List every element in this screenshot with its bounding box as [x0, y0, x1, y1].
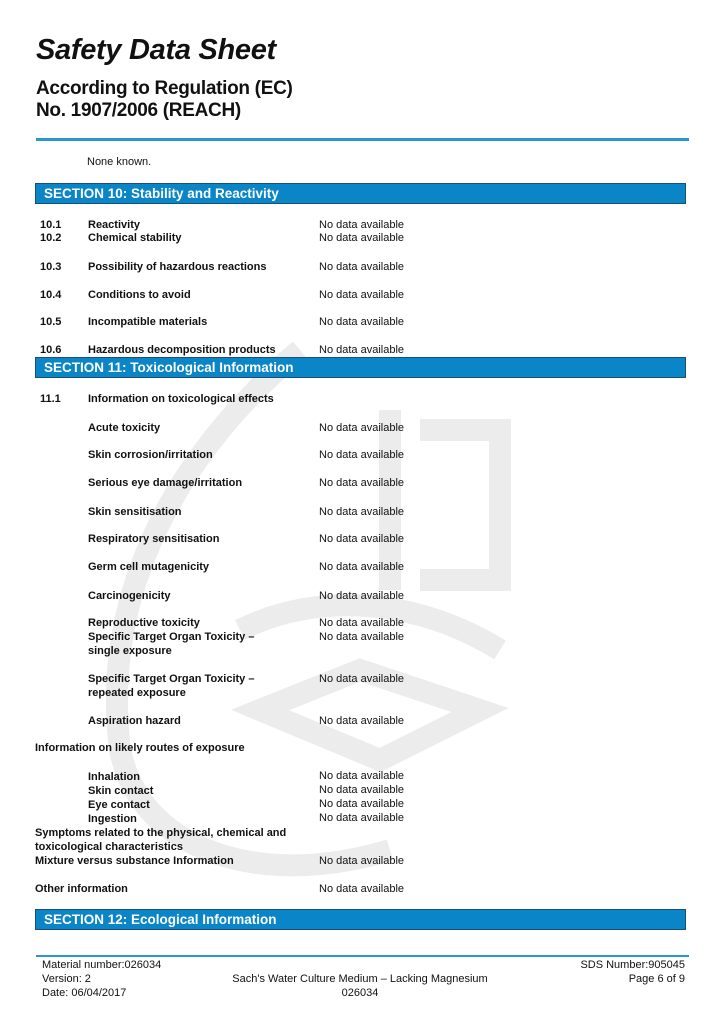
effect-value: No data available [319, 590, 405, 602]
effect-value: No data available [319, 631, 405, 643]
item-label: Hazardous decomposition products [88, 344, 276, 356]
effect-label-line: Specific Target Organ Toxicity – [88, 673, 255, 685]
item-number: 10.3 [40, 261, 62, 273]
effect-value: No data available [319, 477, 405, 489]
subsection-number: 11.1 [40, 393, 61, 405]
regulation-subtitle [36, 78, 293, 122]
effect-label-line: repeated exposure [88, 687, 186, 699]
item-label: Possibility of hazardous reactions [88, 261, 267, 273]
effect-label: Skin corrosion/irritation [88, 449, 213, 461]
item-label: Reactivity [88, 219, 140, 231]
effect-label: Respiratory sensitisation [88, 533, 220, 545]
date: Date: 06/04/2017 [42, 987, 127, 999]
symptoms-label [35, 826, 286, 854]
document-title: Safety Data Sheet [36, 34, 276, 66]
effect-label: Skin sensitisation [88, 506, 182, 518]
product-code: 026034 [341, 987, 379, 999]
footer-right [580, 958, 685, 986]
symptoms-line: Symptoms related to the physical, chemical and [35, 827, 287, 839]
route-label: Ingestion [88, 813, 137, 825]
route-value: No data available [319, 812, 405, 824]
effect-value: No data available [319, 561, 405, 573]
mixture-value: No data available [319, 855, 405, 867]
effect-value: No data available [319, 449, 405, 461]
item-label: Conditions to avoid [88, 289, 191, 301]
item-label: Chemical stability [88, 232, 182, 244]
effect-value: No data available [319, 715, 405, 727]
effect-label-line: single exposure [88, 645, 172, 657]
carryover-text: None known. [87, 156, 152, 168]
section-10-heading: SECTION 10: Stability and Reactivity [35, 183, 686, 204]
footer-rule [36, 955, 689, 957]
sds-number: SDS Number:905045 [580, 959, 685, 971]
route-value: No data available [319, 770, 405, 782]
other-info-label: Other information [35, 883, 128, 895]
effect-label-stot-single [88, 630, 254, 658]
route-label: Skin contact [88, 785, 154, 797]
item-number: 10.1 [40, 219, 62, 231]
route-value: No data available [319, 798, 405, 810]
item-value: No data available [319, 232, 405, 244]
section-11-heading: SECTION 11: Toxicological Information [35, 357, 686, 378]
item-number: 10.2 [40, 232, 62, 244]
item-label: Incompatible materials [88, 316, 208, 328]
subtitle-line-2: No. 1907/2006 (REACH) [36, 100, 241, 121]
footer-left [42, 958, 161, 1000]
subsection-label: Information on toxicological effects [88, 393, 274, 405]
subtitle-line-1: According to Regulation (EC) [36, 78, 293, 99]
effect-label: Germ cell mutagenicity [88, 561, 210, 573]
item-value: No data available [319, 289, 405, 301]
item-value: No data available [319, 261, 405, 273]
header-rule [36, 138, 689, 141]
item-number: 10.4 [40, 289, 62, 301]
route-label: Inhalation [88, 771, 140, 783]
routes-heading: Information on likely routes of exposure [35, 742, 245, 754]
effect-label-stot-repeated [88, 672, 254, 700]
material-number: Material number:026034 [42, 959, 162, 971]
item-number: 10.6 [40, 344, 62, 356]
effect-label: Aspiration hazard [88, 715, 181, 727]
item-number: 10.5 [40, 316, 62, 328]
page-number: Page 6 of 9 [628, 973, 685, 985]
effect-label: Reproductive toxicity [88, 617, 200, 629]
symptoms-line: toxicological characteristics [35, 841, 183, 853]
item-value: No data available [319, 344, 405, 356]
product-name: Sach's Water Culture Medium – Lacking Magnesium [232, 973, 488, 985]
effect-label: Carcinogenicity [88, 590, 171, 602]
effect-value: No data available [319, 506, 405, 518]
effect-label: Acute toxicity [88, 422, 161, 434]
effect-value: No data available [319, 422, 405, 434]
footer-center [200, 972, 520, 1000]
item-value: No data available [319, 316, 405, 328]
mixture-label: Mixture versus substance Information [35, 855, 234, 867]
effect-value: No data available [319, 617, 405, 629]
effect-label-line: Specific Target Organ Toxicity – [88, 631, 255, 643]
item-value: No data available [319, 219, 405, 231]
effect-value: No data available [319, 533, 405, 545]
version: Version: 2 [42, 973, 91, 985]
other-info-value: No data available [319, 883, 405, 895]
section-12-heading: SECTION 12: Ecological Information [35, 909, 686, 930]
effect-label: Serious eye damage/irritation [88, 477, 243, 489]
route-value: No data available [319, 784, 405, 796]
effect-value: No data available [319, 673, 405, 685]
route-label: Eye contact [88, 799, 150, 811]
